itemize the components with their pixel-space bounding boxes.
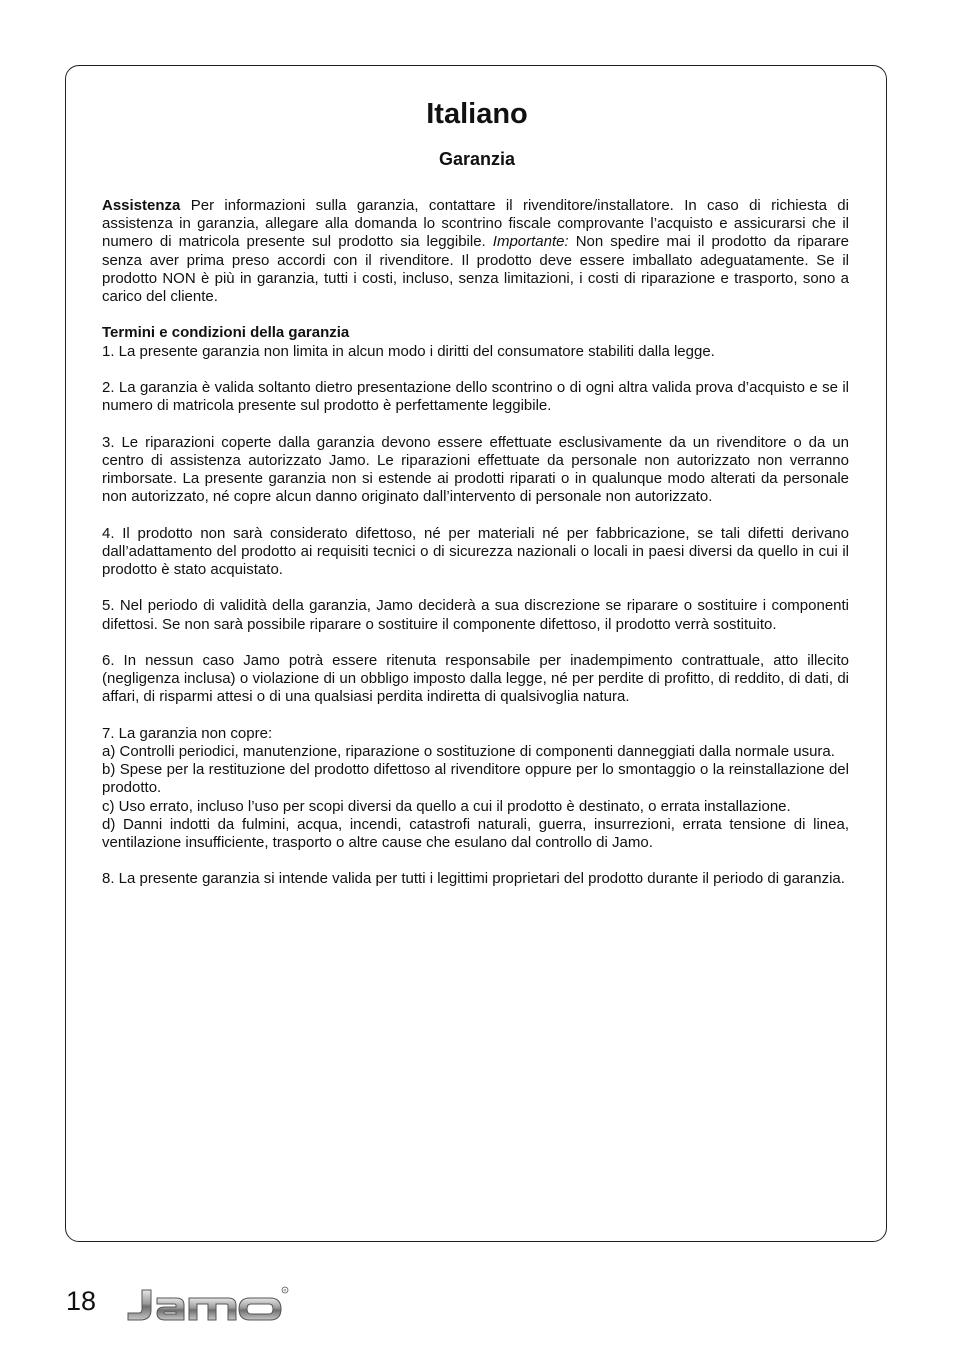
terms-item-7-intro: 7. La garanzia non copre: (102, 724, 273, 742)
terms-item-7b: b) Spese per la restituzione del prodotto difettoso al rivenditore oppure per lo smontaggio o la reinstallazione del prodotto. (102, 761, 849, 797)
warranty-body (102, 197, 849, 907)
terms-item-5: 5. Nel periodo di validità della garanzia, Jamo deciderà a sua discrezione se riparare o sostituire i componenti difettosi. Se non sarà possibile riparare o sostituire il componente difettoso, il prodotto verrà sostituito. (102, 597, 849, 633)
terms-item-3: 3. Le riparazioni coperte dalla garanzia devono essere effettuate esclusivamente da un rivenditore o da un centro di assistenza autorizzato Jamo. Le riparazioni effettuate da personale non autorizzato non verranno rimborsate. La presente garanzia non si estende ai prodotti riparati o in qualunque modo alterati da personale non autorizzato, né copre alcun danno originato dall’intervento di personale non autorizzato. (102, 433, 849, 506)
terms-item-1: 1. La presente garanzia non limita in alcun modo i diritti del consumatore stabiliti dalla legge. (102, 342, 715, 360)
assistenza-text-continued: Non spedire mai il prodotto da riparare senza aver prima preso accordi con il rivenditore. Il prodotto deve essere imballato adeguatamente. Se il prodotto NON è più in garanzia, tutti i costi, incluso, senza limitazioni, i costi di riparazione e trasporto, sono a carico del cliente. (102, 233, 849, 306)
terms-item-4: 4. Il prodotto non sarà considerato difettoso, né per materiali né per fabbricazione, se tali difetti derivano dall’adattamento del prodotto ai requisiti tecnici o di sicurezza nazionali o locali in paesi diversi da quello in cui il prodotto è stato acquistato. (102, 524, 849, 578)
terms-item-7c: c) Uso errato, incluso l’uso per scopi diversi da quello a cui il prodotto è destinato, o errata installazione. (102, 797, 791, 815)
jamo-logo-icon (124, 1284, 290, 1324)
terms-item-2: 2. La garanzia è valida soltanto dietro presentazione dello scontrino o di ogni altra valida prova d’acquisto e se il numero di matricola presente sul prodotto è perfettamente leggibile. (102, 379, 849, 415)
terms-item-6: 6. In nessun caso Jamo potrà essere ritenuta responsabile per inadempimento contrattuale, atto illecito (negligenza inclusa) o violazione di un obbligo imposto dalla legge, né per perdite di profitto, di reddito, di dati, di affari, di risparmi attesi o di una qualsiasi perdita indiretta di qualsivoglia natura. (102, 651, 849, 706)
assistenza-label: Assistenza (102, 197, 181, 214)
svg-text:R: R (283, 1287, 287, 1293)
page-number: 18 (66, 1286, 97, 1316)
assistenza-paragraph (102, 197, 849, 306)
terms-item-8: 8. La presente garanzia si intende valida per tutti i legittimi proprietari del prodotto durante il periodo di garanzia. (102, 870, 845, 888)
terms-item-7a: a) Controlli periodici, manutenzione, riparazione o sostituzione di componenti danneggiati dalla normale usura. (102, 742, 835, 760)
section-title: Garanzia (438, 149, 516, 169)
language-title: Italiano (426, 98, 528, 130)
assistenza-text: Per informazioni sulla garanzia, contattare il rivenditore/installatore. In caso di richiesta di assistenza in garanzia, allegare alla domanda lo scontrino fiscale comprovante l’acquisto e assicurarsi che il numero di matricola presente sul prodotto sia leggibile. (102, 197, 849, 251)
terms-heading: Termini e condizioni della garanzia (102, 324, 350, 342)
important-label: Importante: (492, 233, 569, 251)
terms-item-7d: d) Danni indotti da fulmini, acqua, incendi, catastrofi naturali, guerra, insurrezioni, errata tensione di linea, ventilazione insufficiente, trasporto o altre cause che esulano dal controllo di Jamo. (102, 815, 849, 851)
